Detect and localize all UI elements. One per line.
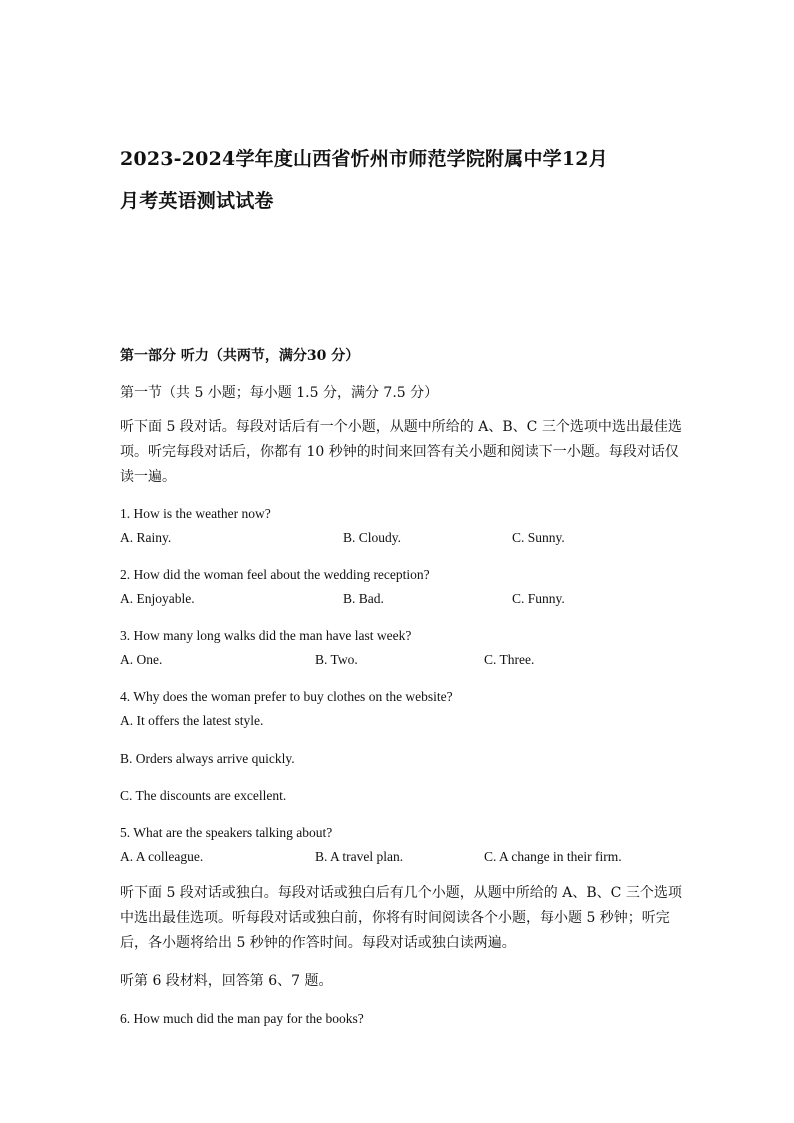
section2-instruction: 听下面 5 段对话或独白。每段对话或独白后有几个小题，从题中所给的 A、B、C 三个选项中选出最佳选项。听每段对话或独白前，你将有时间阅读各个小题，每小题 5 秒钟；听完后，各小题将给出 5 秒钟的作答时间。每段对话或独白读两遍。	[120, 885, 682, 951]
question-4-option-a: A. It offers the latest style.	[120, 713, 264, 728]
question-5-option-a: A. A colleague.	[120, 849, 204, 864]
section1-heading: 第一节（共 5 小题；每小题 1.5 分，满分 7.5 分）	[120, 385, 439, 401]
question-3-option-a: A. One.	[120, 652, 163, 667]
question-2-option-a: A. Enjoyable.	[120, 591, 195, 606]
exam-title-line2: 月考英语测试试卷	[120, 190, 274, 212]
question-5-stem: 5. What are the speakers talking about?	[120, 825, 333, 840]
question-5-option-c: C. A change in their firm.	[484, 849, 622, 864]
question-4-option-c: C. The discounts are excellent.	[120, 788, 287, 803]
question-4-stem: 4. Why does the woman prefer to buy clothes on the website?	[120, 689, 453, 704]
question-6-stem: 6. How much did the man pay for the books?	[120, 1011, 364, 1026]
question-3-stem: 3. How many long walks did the man have last week?	[120, 628, 412, 643]
question-1-stem: 1. How is the weather now?	[120, 506, 271, 521]
exam-title-line1: 2023-2024学年度山西省忻州市师范学院附属中学12月	[120, 148, 608, 170]
question-2-option-c: C. Funny.	[512, 591, 565, 606]
part1-heading: 第一部分 听力（共两节，满分30 分）	[120, 348, 360, 364]
question-2-stem: 2. How did the woman feel about the wedding reception?	[120, 567, 430, 582]
question-3-option-b: B. Two.	[315, 652, 358, 667]
question-5-option-b: B. A travel plan.	[315, 849, 404, 864]
section1-instruction: 听下面 5 段对话。每段对话后有一个小题，从题中所给的 A、B、C 三个选项中选出最佳选项。听完每段对话后，你都有 10 秒钟的时间来回答有关小题和阅读下一小题。每段对话仅读一遍。	[120, 419, 682, 485]
question-2-option-b: B. Bad.	[343, 591, 384, 606]
material-6-instruction: 听第 6 段材料，回答第 6、7 题。	[120, 973, 333, 989]
question-1-option-b: B. Cloudy.	[343, 530, 402, 545]
question-3-option-c: C. Three.	[484, 652, 535, 667]
question-1-option-c: C. Sunny.	[512, 530, 565, 545]
question-1-option-a: A. Rainy.	[120, 530, 172, 545]
question-4-option-b: B. Orders always arrive quickly.	[120, 751, 295, 766]
